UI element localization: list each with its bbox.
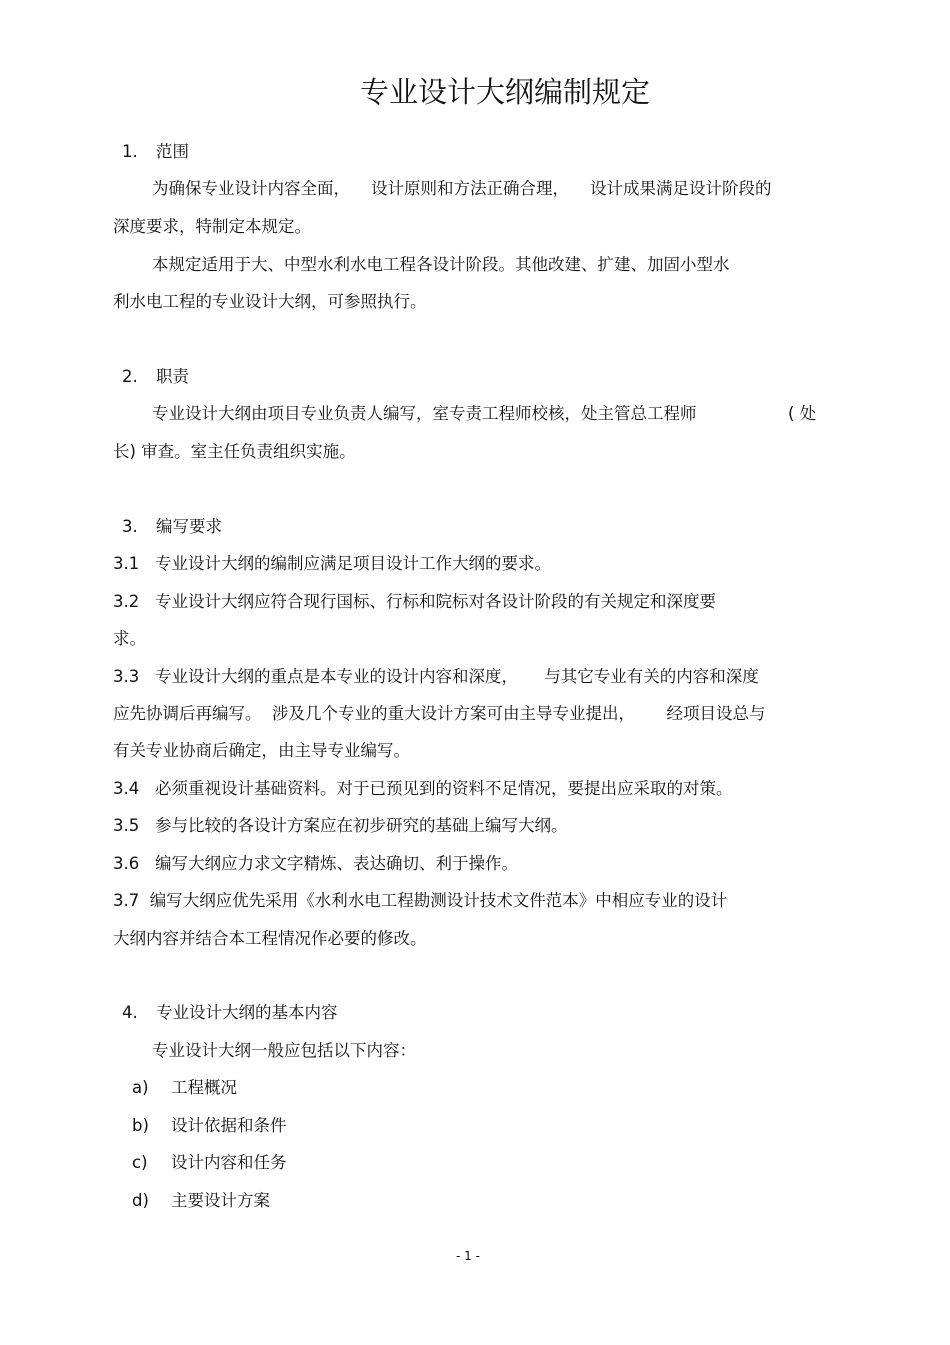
- paragraph-line: 长) 审查。室主任负责组织实施。: [113, 442, 356, 461]
- clause-3-7-line: 3.7 编写大纲应优先采用《水利水电工程勘测设计技术文件范本》中相应专业的设计: [113, 891, 728, 910]
- section-heading-number: 3.: [122, 517, 138, 536]
- clause-3-3-line: 3.3 专业设计大纲的重点是本专业的设计内容和深度， 与其它专业有关的内容和深度: [113, 667, 759, 686]
- paragraph-line: 深度要求，特制定本规定。: [113, 217, 311, 236]
- section-heading-text: 范围: [156, 142, 189, 161]
- section-heading-text: 专业设计大纲的基本内容: [156, 1003, 338, 1022]
- clause-3-4: 3.4 必须重视设计基础资料。对于已预见到的资料不足情况，要提出应采取的对策。: [113, 779, 733, 798]
- list-item-marker: c): [132, 1153, 148, 1172]
- paragraph-line: 本规定适用于大、中型水利水电工程各设计阶段。其他改建、扩建、加固小型水: [152, 255, 730, 274]
- list-item-text: 设计依据和条件: [171, 1116, 287, 1135]
- clause-3-2-line: 求。: [113, 629, 146, 648]
- paragraph-line: 专业设计大纲由项目专业负责人编写，室专责工程师校核，处主管总工程师: [152, 404, 697, 423]
- list-item-marker: b): [132, 1116, 149, 1135]
- paragraph-line: 专业设计大纲一般应包括以下内容：: [152, 1041, 416, 1060]
- clause-3-2-line: 3.2 专业设计大纲应符合现行国标、行标和院标对各设计阶段的有关规定和深度要: [113, 592, 716, 611]
- clause-3-1: 3.1 专业设计大纲的编制应满足项目设计工作大纲的要求。: [113, 554, 551, 573]
- clause-3-3-line: 有关专业协商后确定，由主导专业编写。: [113, 741, 410, 760]
- section-heading-number: 1.: [122, 142, 138, 161]
- paragraph-line-tail: ( 处: [788, 404, 817, 423]
- document-title: 专业设计大纲编制规定: [359, 75, 650, 109]
- section-heading-number: 4.: [122, 1003, 138, 1022]
- section-heading-text: 职责: [156, 367, 189, 386]
- list-item-marker: d): [132, 1191, 149, 1210]
- list-item-text: 工程概况: [171, 1078, 237, 1097]
- list-item-text: 主要设计方案: [171, 1191, 270, 1210]
- page-number: - 1 -: [456, 1249, 480, 1263]
- list-item-text: 设计内容和任务: [171, 1153, 287, 1172]
- clause-3-5: 3.5 参与比较的各设计方案应在初步研究的基础上编写大纲。: [113, 816, 568, 835]
- section-heading-number: 2.: [122, 367, 138, 386]
- clause-3-3-line: 应先协调后再编写。 涉及几个专业的重大设计方案可由主导专业提出， 经项目设总与: [113, 704, 766, 723]
- section-heading-text: 编写要求: [156, 517, 222, 536]
- paragraph-line: 为确保专业设计内容全面， 设计原则和方法正确合理， 设计成果满足设计阶段的: [152, 179, 772, 198]
- clause-3-7-line: 大纲内容并结合本工程情况作必要的修改。: [113, 929, 427, 948]
- clause-3-6: 3.6 编写大纲应力求文字精炼、表达确切、利于操作。: [113, 854, 518, 873]
- list-item-marker: a): [132, 1078, 149, 1097]
- paragraph-line: 利水电工程的专业设计大纲，可参照执行。: [113, 292, 427, 311]
